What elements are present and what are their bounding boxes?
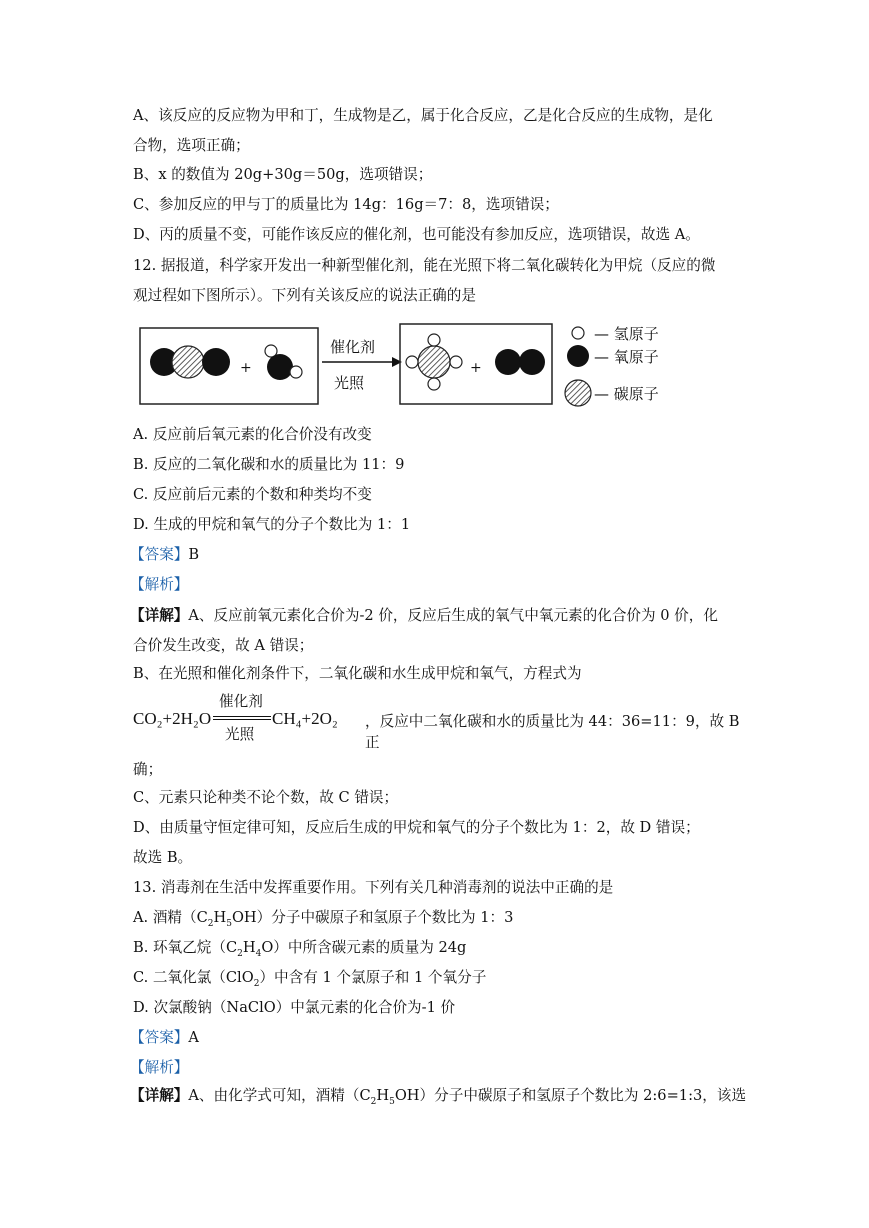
detail-text: A、反应前氧元素化合价为-2 价，反应后生成的氧气中氧元素的化合价为 0 价，化	[188, 607, 718, 624]
option-c: C. 二氧化氯（ClO$_2$）中含有 1 个氯原子和 1 个氧分子	[133, 969, 487, 989]
hydrogen-atom	[290, 366, 302, 378]
question-12-stem: 12. 据报道，科学家开发出一种新型催化剂，能在光照下将二氧化碳转化为甲烷（反应的微	[133, 257, 716, 274]
equation-condition-bottom: 光照	[225, 726, 255, 743]
question-13-stem: 13. 消毒剂在生活中发挥重要作用。下列有关几种消毒剂的说法中正确的是	[133, 879, 614, 896]
equation-condition-top: 催化剂	[219, 693, 263, 710]
oxygen-atom	[519, 349, 545, 375]
answer-line	[130, 1028, 199, 1048]
equation-products: CH₄+2O₂	[272, 709, 338, 728]
text-line: D、由质量守恒定律可知，反应后生成的甲烷和氧气的分子个数比为 1：2，故 D 错误；	[133, 819, 700, 836]
option-d: D. 生成的甲烷和氧气的分子个数比为 1：1	[133, 516, 411, 533]
legend-carbon-icon	[565, 380, 591, 406]
plus-sign: +	[240, 360, 252, 376]
carbon-atom	[172, 346, 204, 378]
hydrogen-atom	[428, 378, 440, 390]
hydrogen-atom	[428, 334, 440, 346]
text-line: B、x 的数值为 20g+30g＝50g，选项错误；	[133, 166, 433, 183]
legend-oxygen-label: — 氧原子	[594, 348, 659, 366]
answer-line	[130, 545, 199, 565]
option-d: D. 次氯酸钠（NaClO）中氯元素的化合价为-1 价	[133, 999, 456, 1016]
plus-sign: +	[470, 360, 482, 376]
answer-tag: 【答案】	[130, 546, 189, 563]
legend-oxygen-icon	[567, 345, 589, 367]
hydrogen-atom	[450, 356, 462, 368]
detail-tag: 【详解】	[130, 607, 189, 624]
text-line: 故选 B。	[133, 849, 193, 866]
detail-line	[130, 606, 718, 626]
option-b: B. 反应的二氧化碳和水的质量比为 11：9	[133, 456, 405, 473]
carbon-atom	[418, 346, 450, 378]
text-line: B、在光照和催化剂条件下，二氧化碳和水生成甲烷和氧气，方程式为	[133, 665, 582, 682]
hydrogen-atom	[406, 356, 418, 368]
oxygen-atom	[202, 348, 230, 376]
legend-hydrogen-icon	[572, 327, 584, 339]
text-line: D、丙的质量不变，可能作该反应的催化剂，也可能没有参加反应，选项错误，故选 A。	[133, 226, 700, 243]
arrow-label-light: 光照	[334, 374, 365, 392]
analysis-tag: 【解析】	[130, 576, 189, 593]
answer-tag: 【答案】	[130, 1029, 189, 1046]
oxygen-atom	[495, 349, 521, 375]
reaction-diagram	[130, 318, 690, 410]
equation-note: ，反应中二氧化碳和水的质量比为 44：36=11：9，故 B 正	[365, 713, 740, 751]
arrow-label-catalyst: 催化剂	[330, 338, 376, 356]
chemical-equation	[133, 690, 753, 750]
equation-double-line	[213, 716, 271, 720]
text-line: C、元素只论种类不论个数，故 C 错误；	[133, 789, 399, 806]
text-line: A、该反应的反应物为甲和丁，生成物是乙，属于化合反应，乙是化合反应的生成物，是化	[133, 107, 713, 124]
detail-tag: 【详解】	[130, 1087, 189, 1104]
detail-line: 【详解】A、由化学式可知，酒精$(C_2H_5OH)$分子中碳原子和氢原子个数比为 2:6=1:3，该选	[130, 1087, 747, 1107]
analysis-tag: 【解析】	[130, 1059, 189, 1076]
text-line: 合物，选项正确；	[133, 137, 250, 154]
answer-value: A	[188, 1029, 199, 1046]
text-line: C、参加反应的甲与丁的质量比为 14g：16g＝7：8，选项错误；	[133, 196, 559, 213]
option-a: A. 反应前后氧元素的化合价没有改变	[133, 426, 372, 443]
legend-hydrogen-label: — 氢原子	[594, 325, 659, 343]
option-b: B. 环氧乙烷$(C_2H_4O)$中所含碳元素的质量为 24g	[133, 939, 467, 959]
legend-carbon-label: — 碳原子	[594, 385, 659, 403]
question-12-stem: 观过程如下图所示）。下列有关该反应的说法正确的是	[133, 287, 476, 304]
text-line: 合价发生改变，故 A 错误；	[133, 637, 314, 654]
oxygen-atom	[267, 354, 293, 380]
answer-value: B	[188, 546, 200, 563]
text-line: 确；	[133, 761, 163, 778]
option-a: A. 酒精$(C_2H_5OH)$分子中碳原子和氢原子个数比为 1：3	[133, 909, 514, 929]
option-c: C. 反应前后元素的个数和种类均不变	[133, 486, 372, 503]
equation-reactants: CO₂+2H₂O	[133, 709, 212, 728]
